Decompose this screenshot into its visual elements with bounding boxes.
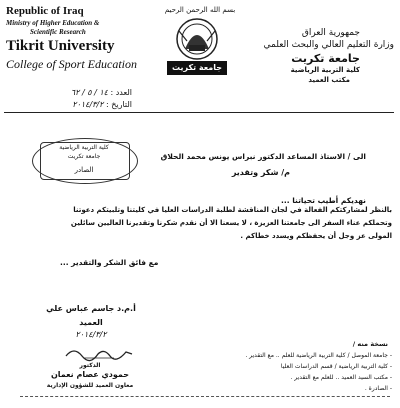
stamp-line3: الصادر [74,166,94,174]
header-ar-dean-office: مكتب العميد [308,76,350,84]
header-ar-college: كلية التربية الرياضية [290,66,360,74]
signatory-name: أ.م.د جاسم عباس علي [46,304,136,313]
header-divider [4,112,394,113]
ref-number-row [12,88,132,97]
signer-name: حمودي عصام نعمان [50,370,130,379]
signer-role: معاون العميد للشؤون الإدارية [46,382,134,389]
header-ar-ministry: وزارة التعليم العالي والبحث العلمي [263,40,394,50]
header-en-university: Tikrit University [6,38,115,54]
signatory-title: العميد [79,318,103,327]
ref-label: العدد : [110,88,132,97]
subject: م/ شكر وتقدير [231,168,290,177]
copies-label: نسخة منه / [352,340,388,348]
copy-item3: - مكتب السيد العميد .. للعلم مع التقدير . [290,374,392,381]
greeting: نهديكم أطيب تحياتنا ... [281,196,366,205]
stamp-line1: كلية التربية الرياضية [59,144,109,151]
copy-item1: - جامعة الموصل / كلية التربية الرياضية للعلم .. مع التقدير . [245,352,392,359]
footer-divider [20,396,390,397]
basmala: بسم الله الرحمن الرحيم [164,6,236,14]
paragraph-line2: وتحملكم عناء السفر الى جامعتنا العزيزة ، لا يسعنا الا أن نقدم شكرنا وتقديرنا العاليين سائلين [70,219,392,227]
ref-value: ١٤ / ٥ / ٦٢ [70,88,108,97]
university-logo [163,15,231,79]
header-ar-republic: جمهورية العراق [301,28,360,38]
closing: مع فائق الشكر والتقدير ... [60,258,159,267]
date-row [12,100,132,109]
paragraph-line3: المولى عز وجل أن يحفظكم ويسدد خطاكم . [240,232,392,240]
header-en-college: College of Sport Education [6,57,137,71]
logo-text: جامعة تكريت [172,63,222,72]
date-value: ٢٠١٤/٣/٢ [72,100,104,109]
handwritten-signature [64,344,134,362]
signature-date: ٢٠١٤/٣/٢ [75,330,107,339]
signer-academic-title: الدكتور [79,362,101,369]
header-en-research: Scientific Research [30,28,86,36]
date-label: التاريخ : [105,100,132,109]
header-en-ministry: Ministry of Higher Education & [6,19,100,27]
paragraph-line1: بالنظر لمشاركتكم الفعالة في لجان المناقشة لطلبة الدراسات العليا في كليتنا وتلبيتكم دعوتنا [73,206,392,214]
stamp-line2: جامعة تكريت [67,153,101,160]
copy-item4: - الصادرة . [364,385,392,392]
addressee: الى / الاستاذ المساعد الدكتور نبراس يونس محمد الحلاق [160,152,366,161]
header-ar-university: جامعة تكريت [291,52,360,65]
copy-item2: - كلية التربية الرياضية / قسم الدراسات العليا [280,363,392,370]
header-en-republic: Republic of Iraq [6,5,84,17]
